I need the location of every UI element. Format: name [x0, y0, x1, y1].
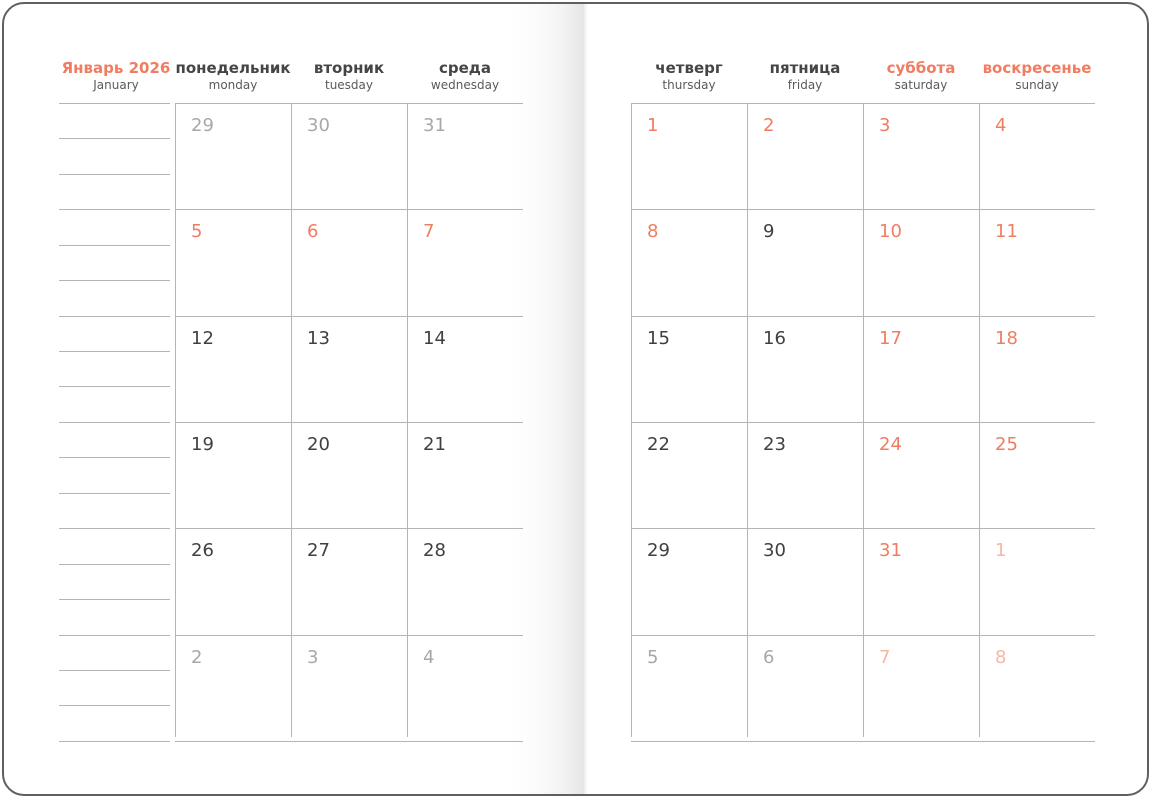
grid-column-divider: [175, 103, 176, 737]
grid-column-divider: [979, 103, 980, 737]
grid-line-left-page: [175, 528, 523, 529]
day-cell-number[interactable]: 21: [423, 433, 446, 455]
weekday-name-ru: пятница: [769, 59, 841, 77]
weekday-header-saturday: [863, 58, 979, 93]
day-cell-number[interactable]: 18: [995, 327, 1018, 349]
day-cell-number[interactable]: 23: [763, 433, 786, 455]
day-cell-number[interactable]: 11: [995, 221, 1018, 243]
weekday-name-en: tuesday: [324, 78, 374, 92]
weekday-name-ru: среда: [438, 59, 492, 77]
notes-line[interactable]: [59, 280, 170, 281]
month-title-en: January: [93, 78, 139, 92]
notes-line[interactable]: [59, 493, 170, 494]
day-cell-number[interactable]: 17: [879, 327, 902, 349]
day-cell-number[interactable]: 24: [879, 433, 902, 455]
notes-line[interactable]: [59, 528, 170, 529]
notes-line[interactable]: [59, 245, 170, 246]
weekday-header-sunday: [979, 58, 1095, 93]
notes-line[interactable]: [59, 209, 170, 210]
weekday-name-ru: воскресенье: [982, 59, 1092, 77]
day-cell-number[interactable]: 2: [191, 646, 203, 668]
month-header: [59, 58, 173, 93]
weekday-name-ru: понедельник: [175, 59, 291, 77]
day-cell-number[interactable]: 7: [879, 646, 891, 668]
day-cell-number[interactable]: 29: [191, 115, 214, 136]
weekday-name-en: monday: [208, 78, 258, 92]
weekday-header-thursday: [631, 58, 747, 93]
page-spine-shadow: [509, 4, 589, 794]
grid-line-left-page: [175, 103, 523, 104]
day-cell-number[interactable]: 9: [763, 221, 775, 243]
day-cell-number[interactable]: 5: [647, 646, 659, 668]
notes-line[interactable]: [59, 564, 170, 565]
day-cell-number[interactable]: 16: [763, 327, 786, 349]
day-cell-number[interactable]: 26: [191, 540, 214, 562]
grid-column-divider: [407, 103, 408, 737]
day-cell-number[interactable]: 28: [423, 540, 446, 562]
day-cell-number[interactable]: 7: [423, 221, 435, 243]
grid-column-divider: [863, 103, 864, 737]
notes-line[interactable]: [59, 670, 170, 671]
weekday-header-monday: [175, 58, 291, 93]
grid-line-left-page: [175, 741, 523, 742]
day-cell-number[interactable]: 1: [647, 115, 659, 136]
weekday-name-en: friday: [787, 78, 823, 92]
day-cell-number[interactable]: 1: [995, 540, 1007, 562]
weekday-name-en: sunday: [1015, 78, 1059, 92]
weekday-header-friday: [747, 58, 863, 93]
day-cell-number[interactable]: 6: [763, 646, 775, 668]
notes-line[interactable]: [59, 103, 170, 104]
weekday-header-tuesday: [291, 58, 407, 93]
grid-line-left-page: [175, 209, 523, 210]
day-cell-number[interactable]: 19: [191, 433, 214, 455]
weekday-name-ru: суббота: [886, 59, 956, 77]
day-cell-number[interactable]: 2: [763, 115, 775, 136]
notes-line[interactable]: [59, 705, 170, 706]
day-cell-number[interactable]: 3: [879, 115, 891, 136]
day-cell-number[interactable]: 20: [307, 433, 330, 455]
month-title-ru: Январь 2026: [61, 59, 171, 77]
grid-line-left-page: [175, 316, 523, 317]
weekday-name-ru: четверг: [655, 59, 723, 77]
day-cell-number[interactable]: 27: [307, 540, 330, 562]
day-cell-number[interactable]: 15: [647, 327, 670, 349]
day-cell-number[interactable]: 8: [647, 221, 659, 243]
grid-line-right-page: [631, 741, 1095, 742]
day-cell-number[interactable]: 30: [307, 115, 330, 136]
weekday-name-en: thursday: [662, 78, 716, 92]
day-cell-number[interactable]: 4: [995, 115, 1007, 136]
day-cell-number[interactable]: 3: [307, 646, 319, 668]
day-cell-number[interactable]: 31: [879, 540, 902, 562]
weekday-name-ru: вторник: [313, 59, 385, 77]
notes-line[interactable]: [59, 174, 170, 175]
day-cell-number[interactable]: 25: [995, 433, 1018, 455]
weekday-name-en: wednesday: [430, 78, 500, 92]
day-cell-number[interactable]: 13: [307, 327, 330, 349]
notes-line[interactable]: [59, 741, 170, 742]
day-cell-number[interactable]: 4: [423, 646, 435, 668]
notes-line[interactable]: [59, 635, 170, 636]
day-cell-number[interactable]: 22: [647, 433, 670, 455]
grid-column-divider: [291, 103, 292, 737]
grid-line-left-page: [175, 422, 523, 423]
planner-spread: [2, 2, 1149, 796]
notes-line[interactable]: [59, 422, 170, 423]
grid-line-left-page: [175, 635, 523, 636]
weekday-header-wednesday: [407, 58, 523, 93]
day-cell-number[interactable]: 10: [879, 221, 902, 243]
day-cell-number[interactable]: 14: [423, 327, 446, 349]
notes-line[interactable]: [59, 138, 170, 139]
day-cell-number[interactable]: 6: [307, 221, 319, 243]
grid-column-divider: [747, 103, 748, 737]
notes-line[interactable]: [59, 351, 170, 352]
weekday-name-en: saturday: [894, 78, 948, 92]
day-cell-number[interactable]: 31: [423, 115, 446, 136]
day-cell-number[interactable]: 8: [995, 646, 1007, 668]
day-cell-number[interactable]: 12: [191, 327, 214, 349]
notes-line[interactable]: [59, 599, 170, 600]
day-cell-number[interactable]: 30: [763, 540, 786, 562]
day-cell-number[interactable]: 5: [191, 221, 203, 243]
notes-line[interactable]: [59, 386, 170, 387]
notes-line[interactable]: [59, 457, 170, 458]
notes-line[interactable]: [59, 316, 170, 317]
day-cell-number[interactable]: 29: [647, 540, 670, 562]
grid-column-divider: [631, 103, 632, 737]
